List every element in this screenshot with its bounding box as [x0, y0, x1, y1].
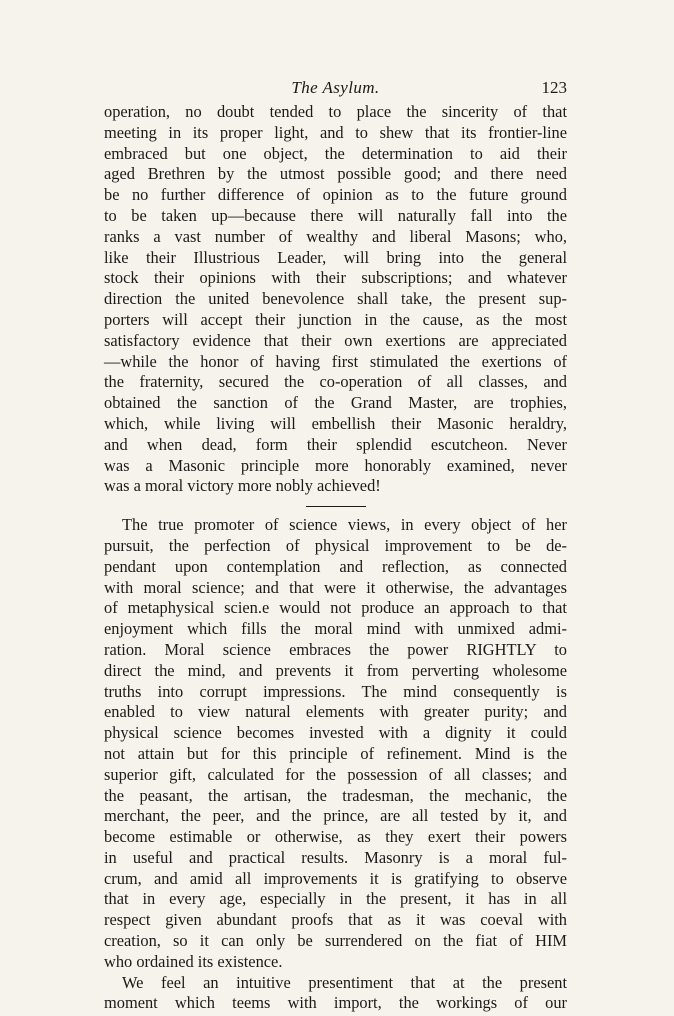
text-line: become estimable or otherwise, as they exert their powers: [104, 827, 567, 847]
text-line: enjoyment which fills the moral mind with unmixed admi-: [104, 619, 567, 639]
text-line: be no further difference of opinion as to the future ground: [104, 185, 567, 205]
text-line: like their Illustrious Leader, will bring into the general: [104, 247, 567, 267]
text-line: not attain but for this principle of refinement. Mind is the: [104, 743, 567, 763]
running-title: The Asylum.: [291, 78, 380, 97]
text-line: to be taken up—because there will naturally fall into the: [104, 205, 567, 225]
text-line: the fraternity, secured the co-operation of all classes, and: [104, 372, 567, 392]
text-line: merchant, the peer, and the prince, are all tested by it, and: [104, 806, 567, 826]
text-line: the peasant, the artisan, the tradesman, the mechanic, the: [104, 785, 567, 805]
text-line: truths into corrupt impressions. The mind consequently is: [104, 681, 567, 701]
paragraph-one: [104, 102, 567, 497]
text-line: crum, and amid all improvements it is gratifying to observe: [104, 868, 567, 888]
section-divider: [306, 506, 366, 507]
text-line: operation, no doubt tended to place the sincerity of that: [104, 102, 567, 121]
text-line: porters will accept their junction in the cause, as the most: [104, 309, 567, 329]
text-line: obtained the sanction of the Grand Master, are trophies,: [104, 393, 567, 413]
text-line: was a Masonic principle more honorably examined, never: [104, 455, 567, 475]
text-line: ration. Moral science embraces the power RIGHTLY to: [104, 639, 567, 659]
text-line: aged Brethren by the utmost possible good; and there need: [104, 164, 567, 184]
text-line: respect given abundant proofs that as it was coeval with: [104, 910, 567, 930]
text-line: creation, so it can only be surrendered on the fiat of HIM: [104, 931, 567, 951]
text-line: physical science becomes invested with a dignity it could: [104, 723, 567, 743]
text-line: ranks a vast number of wealthy and liberal Masons; who,: [104, 226, 567, 246]
text-line: which, while living will embellish their Masonic heraldry,: [104, 413, 567, 433]
text-line: superior gift, calculated for the possession of all classes; and: [104, 764, 567, 784]
text-line: in useful and practical results. Masonry is a moral ful-: [104, 847, 567, 867]
text-line: The true promoter of science views, in every object of her: [122, 515, 567, 535]
book-page: [104, 78, 567, 1014]
text-line: pursuit, the perfection of physical improvement to be de-: [104, 535, 567, 555]
paragraph-three: [104, 973, 567, 1015]
text-line: satisfactory evidence that their own exertions are appreciated: [104, 330, 567, 350]
text-line: direction the united benevolence shall take, the present sup-: [104, 289, 567, 309]
text-line: of metaphysical scien.e would not produce an approach to that: [104, 598, 567, 618]
text-line: that in every age, especially in the present, it has in all: [104, 889, 567, 909]
text-line: pendant upon contemplation and reflection, as connected: [104, 556, 567, 576]
text-line: with moral science; and that were it otherwise, the advantages: [104, 577, 567, 597]
text-line: stock their opinions with their subscriptions; and whatever: [104, 268, 567, 288]
paragraph-two: [104, 515, 567, 973]
text-line: enabled to view natural elements with greater purity; and: [104, 702, 567, 722]
text-line: and when dead, form their splendid escutcheon. Never: [104, 434, 567, 454]
text-line: moment which teems with import, the workings of our: [104, 993, 567, 1013]
text-line: —while the honor of having first stimulated the exertions of: [104, 351, 567, 371]
text-line: who ordained its existence.: [104, 951, 283, 971]
running-header: [104, 78, 567, 102]
text-line: We feel an intuitive presentiment that at the present: [122, 972, 567, 992]
text-line: was a moral victory more nobly achieved!: [104, 476, 381, 496]
page-number: 123: [541, 78, 567, 97]
text-line: embraced but one object, the determination to aid their: [104, 143, 567, 163]
text-line: meeting in its proper light, and to shew that its frontier-line: [104, 122, 567, 142]
text-line: direct the mind, and prevents it from perverting wholesome: [104, 660, 567, 680]
